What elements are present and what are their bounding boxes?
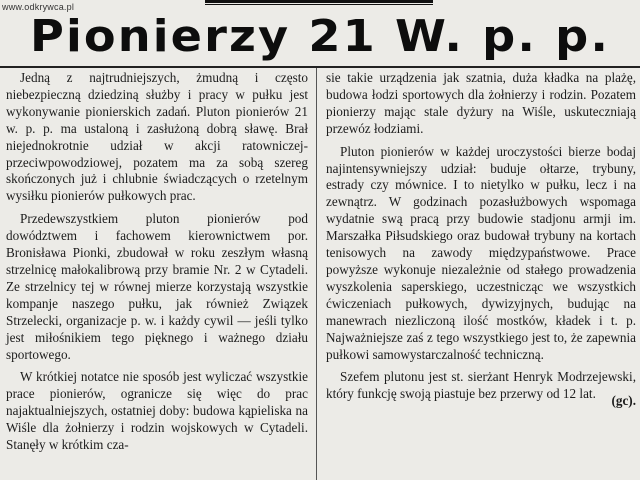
column-divider — [316, 68, 317, 480]
watermark: www.odkrywca.pl — [2, 2, 75, 12]
paragraph: W krótkiej notatce nie sposób jest wyliczać wszystkie prace pionierów, ogranicze się więc do prac najaktualniejszych, ostatniej doby: budowa kąpieliska na Wiśle dla żołnierzy i rodzin wojskowych w Cytadeli. Stanęły w krótkim cza- — [6, 369, 308, 453]
paragraph: Jedną z najtrudniejszych, żmudną i często niebezpieczną dziedziną służby i pracy w pułku jest wykonywanie pionierskich zadań. Pluton pionierów 21 w. p. p. ma ustaloną i zasłużoną dobrą sławę. Brał niejednokrotnie udział w akcji ratowniczej-przeciwpowodziowej, pozatem ma za sobą szereg skończonych już i chlubnie świadczących o rzetelnym wysiłku pionierów pułkowych prac. — [6, 70, 308, 204]
top-decorative-rule — [205, 0, 433, 5]
author-signature: (gc). — [611, 393, 636, 409]
paragraph: Pluton pionierów w każdej uroczystości bierze bodaj najintensywniejszy udział: buduje ołtarze, trybuny, estrady czy mównice. I to nietylko w pułku, lecz i na zewnątrz. W godzinach pozasłużbowych wspomaga wydatnie swą pracą przy budowie stadjonu armji im. Marszałka Piłsudskiego oraz budował trybuny na kortach tenisowych na zawody międzypaństwowe. Prace powyższe wykonuje niezależnie od stałego prowadzenia wyszkolenia saperskiego, uczestnicząc we wszystkich ćwiczeniach pułkowych, dywizyjnych, budując na manewrach niezliczoną ilość mostków, kładek i t. p. Najważniejsze zaś z tego wszystkiego jest to, że zapewnia pułkowi samowystarczalność techniczną. — [326, 143, 636, 362]
right-column — [326, 70, 636, 410]
headline-rule — [0, 66, 640, 68]
paragraph: Szefem plutonu jest st. sierżant Henryk Modrzejewski, który funkcję swoją piastuje bez przerwy od 12 lat. — [326, 369, 636, 402]
left-column — [6, 70, 308, 460]
paragraph: sie takie urządzenia jak szatnia, duża kładka na plażę, budowa łodzi sportowych dla żołnierzy i rodzin. Pozatem pionierzy mając stale dyżury na Wiśle, uskuteczniają przewóz łodziami. — [326, 70, 636, 136]
paragraph: Przedewszystkiem pluton pionierów pod dowództwem i fachowem kierownictwem por. Bronisława Pionki, zbudował w roku zeszłym własną strzelnicę małokalibrową przy bramie Nr. 2 w Cytadeli. Ze strzelnicy tej w równej mierze korzystają wszystkie kompanje naszego pułku, jak również Związek Strzelecki, organizacje p. w. i każdy cywil — jeśli tylko jest miłośnikiem tego pięknego i ważnego działu sportowego. — [6, 211, 308, 362]
article-headline: Pionierzy 21 W. p. p. — [29, 11, 610, 62]
